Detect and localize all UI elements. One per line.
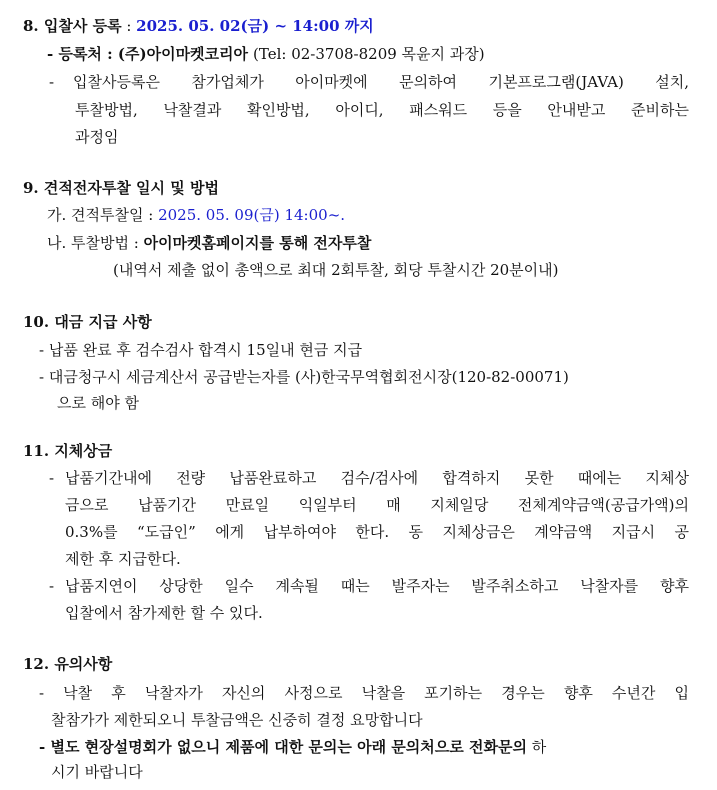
penalty-line-5: 납품지연이 상당한 일수 계속될 때는 발주자는 발주취소하고 낙찰자를 향후: [65, 577, 689, 595]
caution-line-3-rest: 하: [526, 738, 547, 756]
registration-desc-dash: -: [49, 73, 55, 91]
penalty-dash-2: -: [49, 577, 55, 595]
bid-method-note: (내역서 제출 없이 총액으로 최대 2회투찰, 회당 투찰시간 20분이내): [113, 261, 559, 279]
bid-method-line: [47, 233, 371, 253]
section-9-title: 9. 견적전자투찰 일시 및 방법: [23, 179, 219, 197]
section-8-colon: :: [121, 17, 137, 35]
registration-deadline: 2025. 05. 02(금) ~ 14:00 까지: [136, 17, 374, 35]
registration-desc-line-2: 투찰방법, 낙찰결과 확인방법, 아이디, 패스워드 등을 안내받고 준비하는: [75, 101, 689, 119]
caution-line-4: 시기 바랍니다: [51, 763, 143, 781]
registration-desc-line-1: 입찰사등록은 참가업체가 아이마켓에 문의하여 기본프로그램(JAVA) 설치,: [73, 73, 689, 91]
bid-method-label: 나. 투찰방법 :: [47, 234, 144, 252]
penalty-dash-1: -: [49, 469, 55, 487]
quote-bid-date-label: 가. 견적투찰일 :: [47, 206, 159, 224]
caution-line-2: 찰참가가 제한되오니 투찰금액은 신중히 결정 요망합니다: [51, 711, 423, 729]
quote-bid-date-line: [47, 205, 345, 225]
payment-line-2: - 대금청구시 세금계산서 공급받는자를 (사)한국무역협회전시장(120-82-00071): [39, 368, 569, 386]
registration-contact: (Tel: 02-3708-8209 목윤지 과장): [253, 45, 485, 63]
penalty-line-6: 입찰에서 참가제한 할 수 있다.: [65, 604, 263, 622]
penalty-line-3: 0.3%를 “도급인” 에게 납부하여야 한다. 동 지체상금은 계약금액 지급시 공: [65, 523, 689, 541]
section-8-heading: [23, 16, 374, 36]
payment-line-3: 으로 해야 함: [57, 394, 139, 412]
caution-line-3: [39, 737, 546, 757]
quote-bid-date-value: 2025. 05. 09(금) 14:00~.: [158, 206, 346, 224]
bid-method-value: 아이마켓홈페이지를 통해 전자투찰: [143, 234, 372, 252]
section-10-title: 10. 대금 지급 사항: [23, 313, 152, 331]
caution-line-1: - 낙찰 후 낙찰자가 자신의 사정으로 낙찰을 포기하는 경우는 향후 수년간 입: [39, 684, 689, 702]
payment-line-1: - 납품 완료 후 검수검사 합격시 15일내 현금 지급: [39, 341, 363, 359]
penalty-line-4: 제한 후 지급한다.: [65, 550, 181, 568]
section-8-title: 8. 입찰사 등록: [23, 17, 122, 35]
registration-office-line: [47, 44, 485, 64]
registration-desc-line-3: 과정임: [75, 128, 119, 146]
registration-office: 등록처 : (주)아이마켓코리아: [58, 45, 249, 63]
penalty-line-2: 금으로 납품기간 만료일 익일부터 매 지체일당 전체계약금액(공급가액)의: [65, 496, 689, 514]
registration-dash: -: [47, 45, 59, 63]
section-11-title: 11. 지체상금: [23, 442, 113, 460]
caution-line-3-bold: - 별도 현장설명회가 없으니 제품에 대한 문의는 아래 문의처으로 전화문의: [39, 738, 527, 756]
section-12-title: 12. 유의사항: [23, 655, 113, 673]
penalty-line-1: 납품기간내에 전량 납품완료하고 검수/검사에 합격하지 못한 때에는 지체상: [65, 469, 689, 487]
